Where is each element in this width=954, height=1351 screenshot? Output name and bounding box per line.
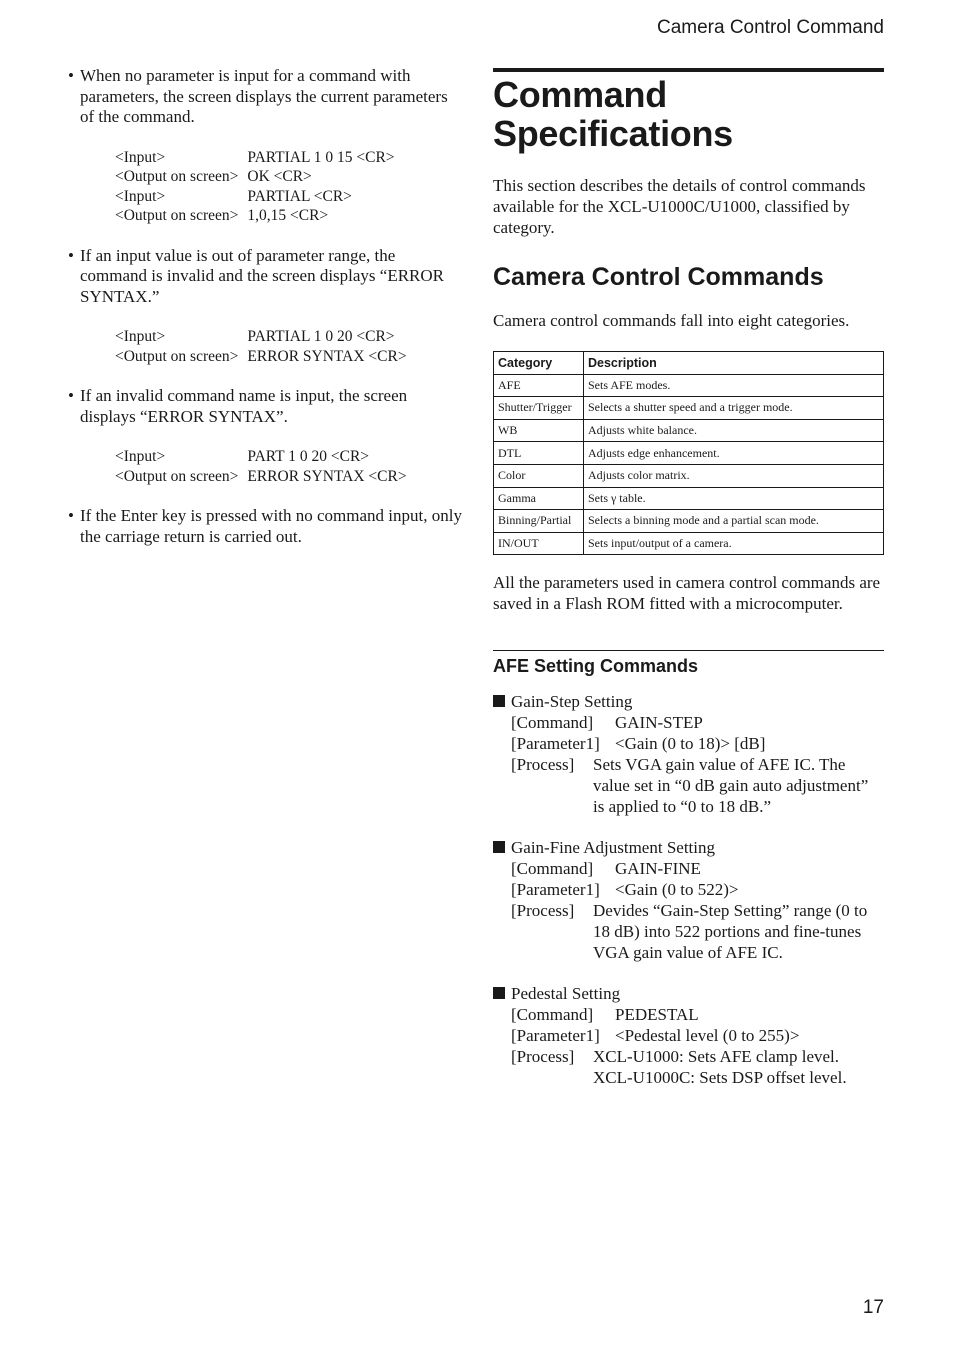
parameter-row — [493, 733, 884, 754]
example-row — [115, 347, 407, 367]
process-line: is applied to “0 to 18 dB.” — [593, 797, 772, 817]
process-value — [593, 900, 884, 963]
page-number: 17 — [862, 1297, 884, 1318]
example-table — [115, 447, 407, 486]
example-row — [115, 327, 407, 347]
bullet-text: If the Enter key is pressed with no command input, only the carriage return is carried out. — [80, 506, 462, 546]
example-label: <Input> — [115, 148, 166, 166]
example-label: <Input> — [115, 328, 166, 345]
command-label: [Command] — [511, 1005, 594, 1025]
process-line: XCL-U1000: Sets AFE clamp level. — [593, 1047, 840, 1067]
bullet-item — [68, 66, 466, 128]
process-row — [493, 900, 884, 963]
table-cell-description: Sets input/output of a camera. — [584, 532, 884, 555]
example-row — [115, 167, 395, 187]
category-table — [493, 351, 884, 555]
process-line: Devides “Gain-Step Setting” range (0 to — [593, 901, 868, 921]
process-line: Sets VGA gain value of AFE IC. The — [593, 755, 846, 775]
process-value — [593, 1046, 884, 1088]
process-row — [493, 754, 884, 817]
table-cell-category: IN/OUT — [494, 532, 584, 555]
command-block — [493, 691, 884, 817]
process-line: 18 dB) into 522 portions and fine-tunes — [593, 922, 862, 942]
command-value: GAIN-STEP — [615, 713, 703, 733]
bullet-icon: • — [68, 386, 74, 405]
command-label: [Command] — [511, 859, 594, 879]
section-intro: Camera control commands fall into eight categories. — [493, 311, 850, 330]
example-row — [115, 206, 395, 226]
subsection-rule — [493, 650, 884, 651]
table-cell-description: Selects a binning mode and a partial scan mode. — [584, 510, 884, 533]
example-row — [115, 467, 407, 487]
command-title-text: Gain-Fine Adjustment Setting — [511, 838, 715, 858]
parameter-label: [Parameter1] — [511, 880, 600, 900]
page-title: Command Specifications — [493, 74, 733, 154]
table-cell-description: Sets γ table. — [584, 487, 884, 510]
table-cell-category: Color — [494, 464, 584, 487]
example-row — [115, 447, 407, 467]
process-line: XCL-U1000C: Sets DSP offset level. — [593, 1068, 847, 1088]
parameter-row — [493, 1025, 884, 1046]
running-header: Camera Control Command — [656, 17, 884, 38]
table-cell-category: AFE — [494, 374, 584, 397]
example-table — [115, 327, 407, 366]
table-row — [494, 397, 884, 420]
example-value: OK <CR> — [247, 168, 312, 185]
command-value: GAIN-FINE — [615, 859, 701, 879]
table-note: All the parameters used in camera control commands are saved in a Flash ROM fitted with a microcomputer. — [493, 573, 881, 614]
table-header-category: Category — [494, 352, 584, 375]
example-value: ERROR SYNTAX <CR> — [247, 347, 407, 365]
command-row — [493, 712, 884, 733]
command-title-text: Gain-Step Setting — [511, 692, 633, 712]
table-row — [494, 532, 884, 555]
example-label: <Input> — [115, 448, 166, 465]
command-title — [493, 983, 884, 1004]
example-label: <Input> — [115, 187, 166, 205]
table-cell-description: Adjusts edge enhancement. — [584, 442, 884, 465]
square-bullet-icon — [493, 695, 505, 707]
bullet-icon: • — [68, 506, 74, 525]
table-header-description: Description — [584, 352, 884, 375]
bullet-text: If an invalid command name is input, the screen displays “ERROR SYNTAX”. — [80, 386, 408, 426]
intro-paragraph: This section describes the details of control commands available for the XCL-U1000C/U1000, classified by category. — [493, 176, 866, 237]
process-row — [493, 1046, 884, 1088]
command-title — [493, 691, 884, 712]
process-label: [Process] — [511, 755, 575, 775]
section-heading: Camera Control Commands — [493, 263, 824, 291]
table-cell-description: Adjusts color matrix. — [584, 464, 884, 487]
example-value: PART 1 0 20 <CR> — [247, 448, 370, 465]
bullet-icon: • — [68, 245, 74, 265]
bullet-item — [68, 506, 466, 547]
bullet-text: If an input value is out of parameter range, the command is invalid and the screen displays “ERROR SYNTAX.” — [80, 245, 445, 306]
title-rule — [493, 68, 884, 72]
parameter-label: [Parameter1] — [511, 1026, 600, 1046]
table-cell-category: DTL — [494, 442, 584, 465]
parameter-value: <Pedestal level (0 to 255)> — [615, 1026, 800, 1046]
table-row — [494, 442, 884, 465]
table-cell-category: WB — [494, 419, 584, 442]
process-label: [Process] — [511, 901, 575, 921]
command-value: PEDESTAL — [615, 1005, 699, 1025]
table-cell-description: Adjusts white balance. — [584, 419, 884, 442]
command-row — [493, 858, 884, 879]
command-row — [493, 1004, 884, 1025]
process-line: VGA gain value of AFE IC. — [593, 943, 783, 963]
example-row — [115, 187, 395, 207]
example-label: <Output on screen> — [115, 168, 239, 185]
parameter-value: <Gain (0 to 18)> [dB] — [615, 734, 766, 754]
table-cell-category: Shutter/Trigger — [494, 397, 584, 420]
left-column — [68, 66, 466, 567]
command-block — [493, 983, 884, 1088]
bullet-text: When no parameter is input for a command with parameters, the screen displays the current parameters of the command. — [80, 66, 448, 126]
table-cell-category: Binning/Partial — [494, 510, 584, 533]
table-cell-description: Sets AFE modes. — [584, 374, 884, 397]
example-label: <Output on screen> — [115, 207, 239, 224]
command-label: [Command] — [511, 713, 594, 733]
table-row — [494, 464, 884, 487]
bullet-item — [68, 386, 466, 427]
process-label: [Process] — [511, 1047, 575, 1067]
command-title — [493, 837, 884, 858]
example-value: 1,0,15 <CR> — [247, 207, 329, 224]
table-cell-description: Selects a shutter speed and a trigger mode. — [584, 397, 884, 420]
example-value: PARTIAL 1 0 20 <CR> — [247, 328, 395, 345]
right-column — [493, 68, 884, 1108]
example-row — [115, 148, 395, 168]
table-header-row — [494, 352, 884, 375]
square-bullet-icon — [493, 987, 505, 999]
bullet-item — [68, 246, 466, 308]
table-cell-category: Gamma — [494, 487, 584, 510]
example-table — [115, 148, 395, 226]
parameter-value: <Gain (0 to 522)> — [615, 880, 739, 900]
parameter-label: [Parameter1] — [511, 734, 600, 754]
process-value — [593, 754, 884, 817]
command-block — [493, 837, 884, 963]
example-value: PARTIAL <CR> — [247, 187, 352, 205]
bullet-icon: • — [68, 66, 74, 85]
table-row — [494, 374, 884, 397]
parameter-row — [493, 879, 884, 900]
subsection-heading: AFE Setting Commands — [493, 656, 699, 677]
square-bullet-icon — [493, 841, 505, 853]
table-row — [494, 510, 884, 533]
example-value: PARTIAL 1 0 15 <CR> — [247, 148, 395, 166]
example-label: <Output on screen> — [115, 467, 239, 485]
example-value: ERROR SYNTAX <CR> — [247, 467, 407, 485]
example-label: <Output on screen> — [115, 347, 239, 365]
table-row — [494, 419, 884, 442]
process-line: value set in “0 dB gain auto adjustment” — [593, 776, 869, 796]
table-row — [494, 487, 884, 510]
command-title-text: Pedestal Setting — [511, 984, 621, 1004]
